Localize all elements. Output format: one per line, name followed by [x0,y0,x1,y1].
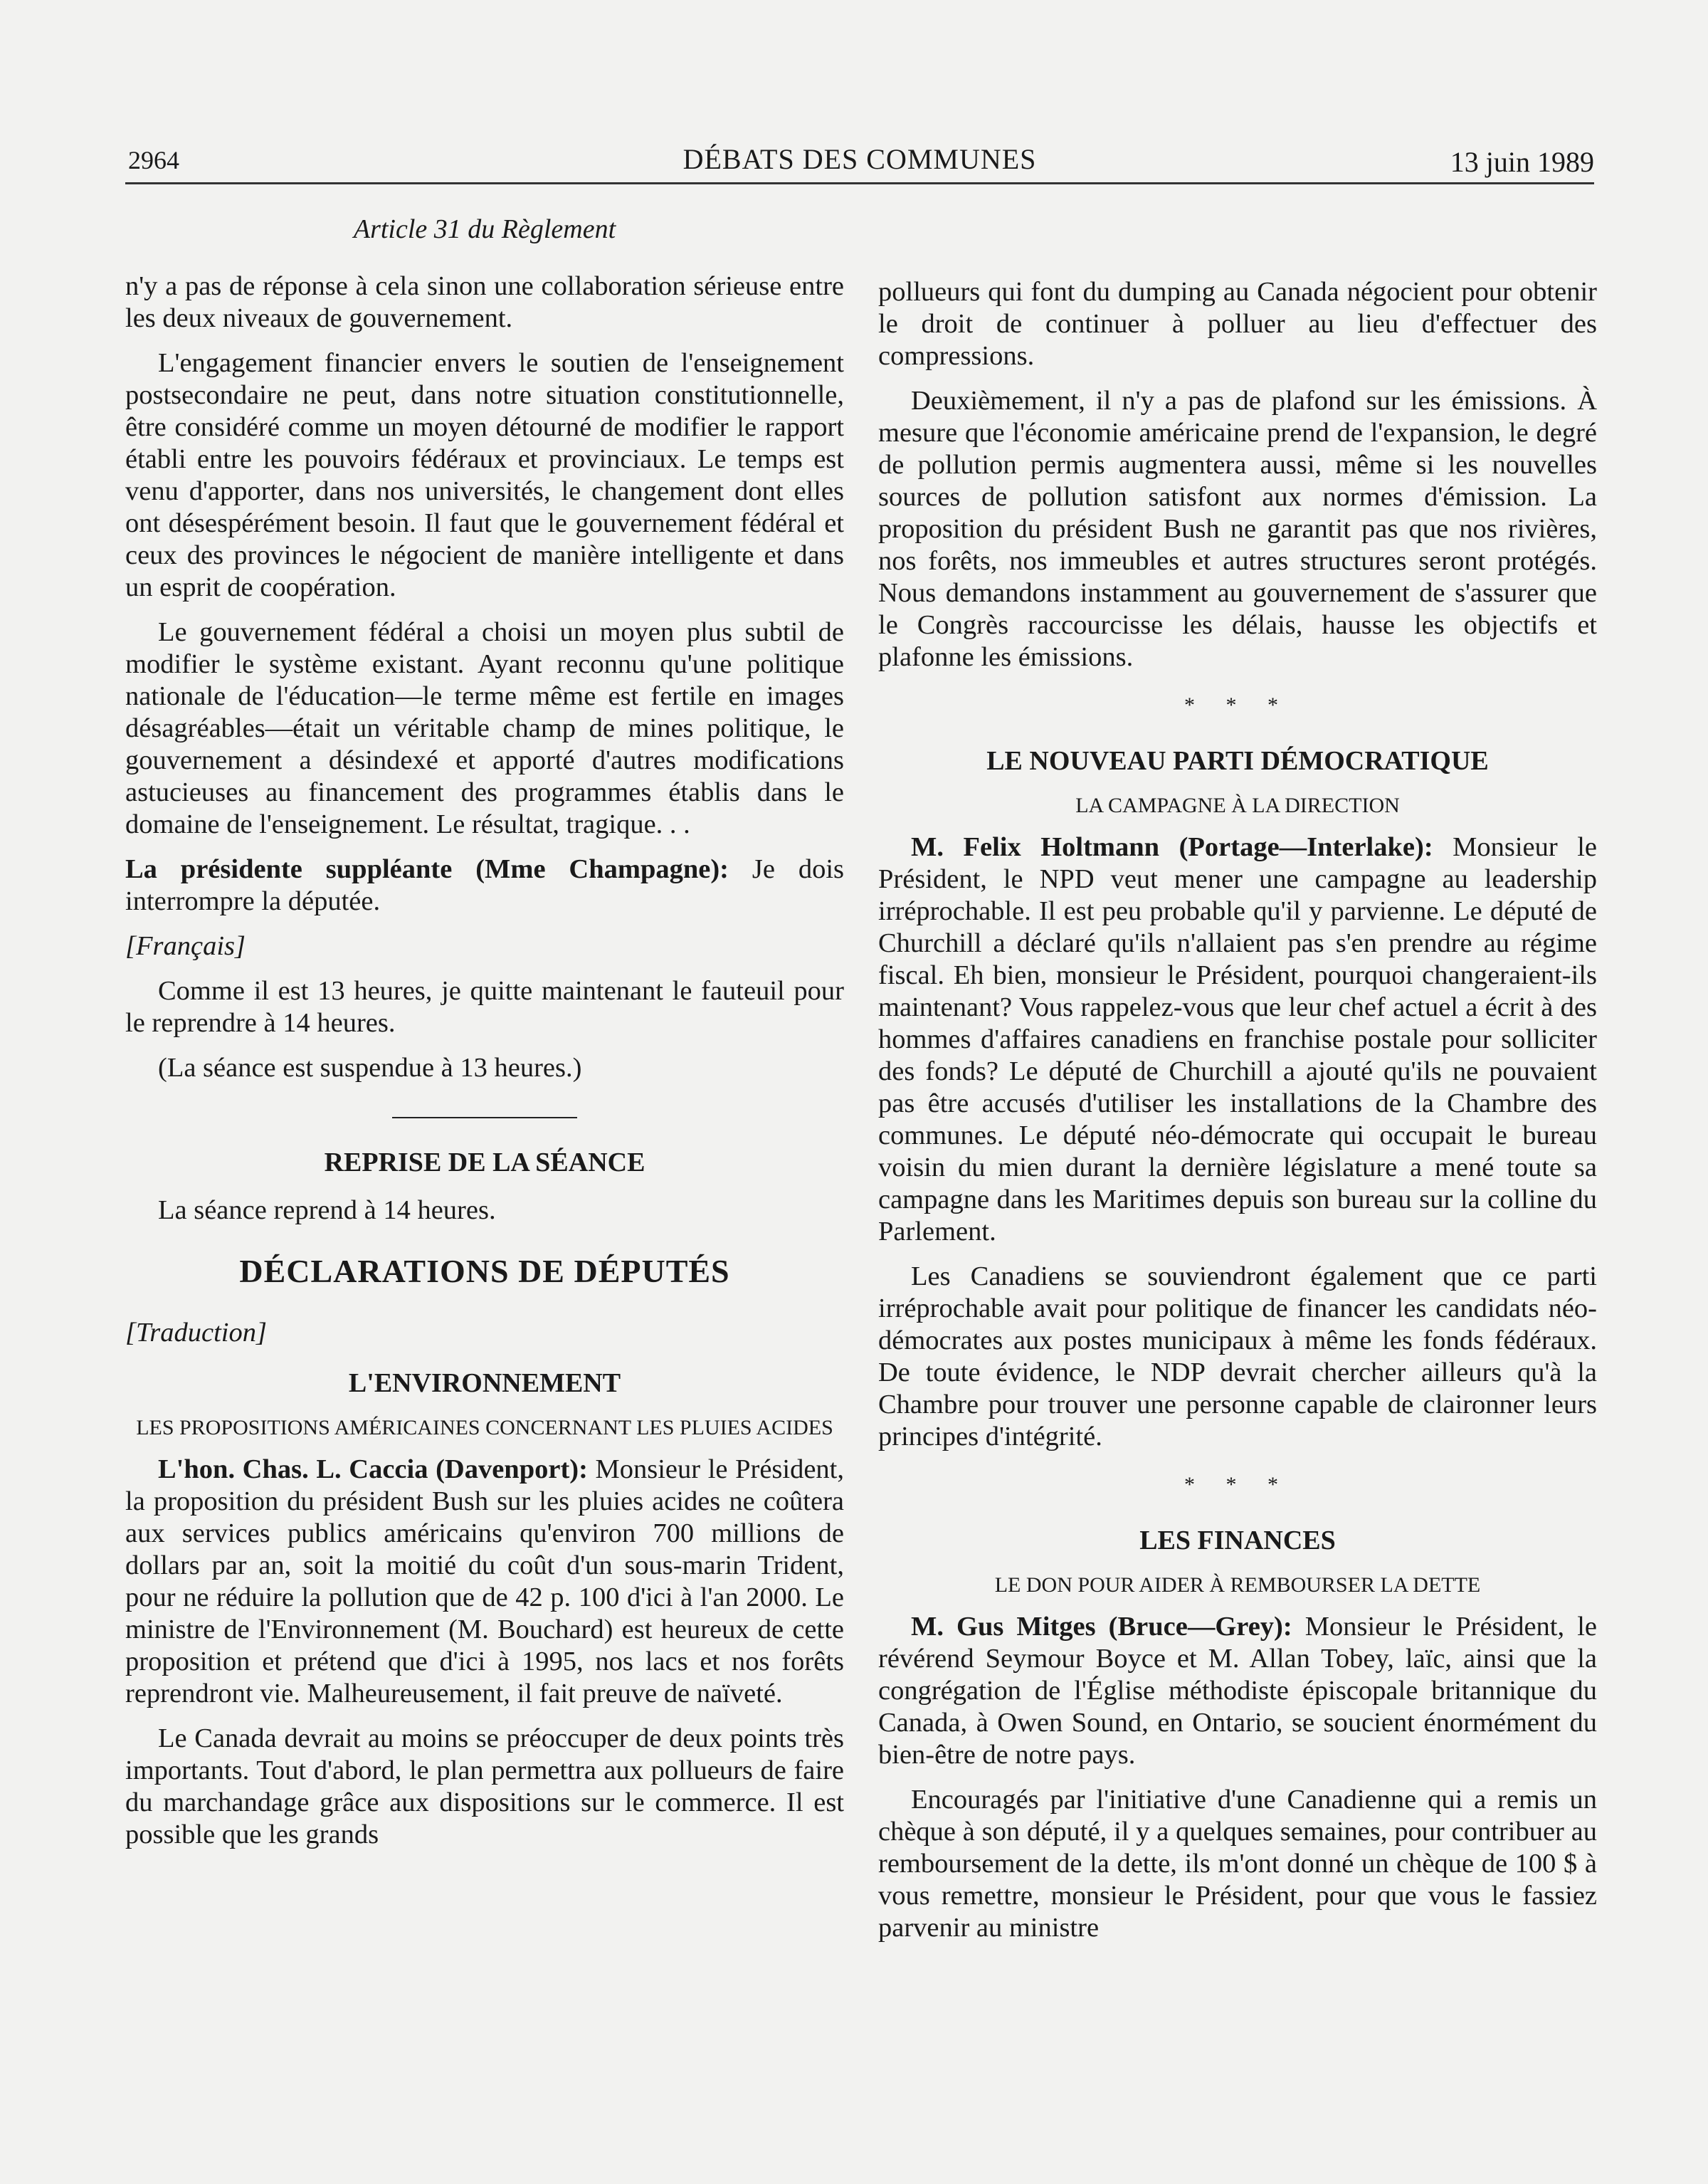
speaker-name: M. Felix Holtmann (Portage—Interlake): [911,832,1433,862]
section-heading: LES FINANCES [1139,1526,1336,1555]
paragraph: La séance reprend à 14 heures. [158,1195,496,1225]
speaker-paragraph [878,831,1597,1248]
paragraph: Comme il est 13 heures, je quitte maintenant le fauteuil pour le reprendre à 14 heures. [125,976,844,1038]
page-header [125,140,1594,184]
paragraph: n'y a pas de réponse à cela sinon une collaboration sérieuse entre les deux niveaux de gouvernement. [125,271,844,333]
paragraph: Les Canadiens se souviendront également que ce parti irréprochable avait pour politique de financer les candidats néo-démocrates aux postes municipaux à même les fonds fédéraux. De toute évidence, le NDP devrait chercher ailleurs qu'à la Chambre pour trouver une personne capable de claironner leurs principes d'intégrité. [878,1261,1597,1451]
divider [392,1117,577,1118]
section-subheading: Article 31 du Règlement [353,214,616,244]
speech-text: Monsieur le Président, la proposition du président Bush sur les pluies acides ne coûtera aux services publics américains qu'environ 700 millions de dollars par an, soit la moitié du coût d'un sous-marin Trident, pour ne réduire la pollution que de 42 p. 100 d'ici à l'an 2000. Le ministre de l'Environnement (M. Bouchard) est heureux de cette proposition et prétend que d'ici à 1995, nos lacs et nos forêts reprendront vie. Malheureusement, il fait preuve de naïveté. [125,1454,844,1708]
speaker-name: M. Gus Mitges (Bruce—Grey): [911,1612,1292,1642]
paragraph: Le gouvernement fédéral a choisi un moyen plus subtil de modifier le système existant. Ayant reconnu qu'une politique nationale de l'éducation—le terme même est fertile en images désagréables—était un véritable champ de mines politique, le gouvernement a désindexé et apporté d'autres modifications astucieuses au financement des programmes établis dans le domaine de l'enseignement. Le résultat, tragique. . . [125,617,844,839]
speaker-name: La présidente suppléante (Mme Champagne): [125,854,729,884]
topic-subheading: LE DON POUR AIDER À REMBOURSER LA DETTE [994,1573,1481,1597]
speech-text: Je dois interrompre la députée. [125,854,844,916]
speech-text: Monsieur le Président, le NPD veut mener une campagne au leadership irréprochable. Il est peu probable qu'il y parvienne. Le député de Churchill a déclaré qu'ils n'allaient pas s'en prendre au régime fiscal. Eh bien, monsieur le Président, pourquoi changeraient-ils maintenant? Vous rappelez-vous que leur chef actuel a écrit à des hommes d'affaires canadiens en franchise postale pour solliciter des fonds? Le député de Churchill a ajouté qu'ils ne pouvaient pas être accusés d'utiliser les installations de la Chambre des communes. Le député néo-démocrate qui occupait le bureau voisin du mien durant la dernière législature a mené toute sa campagne dans les Maritimes depuis son bureau sur la colline du Parlement. [878,832,1597,1246]
left-column [125,271,844,1864]
paragraph: Le Canada devrait au moins se préoccuper de deux points très importants. Tout d'abord, le plan permettra aux pollueurs de faire du marchandage grâce aux dispositions sur le commerce. Il est possible que les grands [125,1723,844,1849]
topic-subheading: LA CAMPAGNE À LA DIRECTION [1075,794,1400,817]
paragraph: pollueurs qui font du dumping au Canada négocient pour obtenir le droit de continuer à polluer au lieu d'effectuer des compressions. [878,277,1597,371]
paragraph: (La séance est suspendue à 13 heures.) [158,1053,582,1083]
publication-date: 13 juin 1989 [1450,146,1594,178]
speaker-name: L'hon. Chas. L. Caccia (Davenport): [158,1454,588,1484]
right-column [878,276,1597,1957]
language-tag: [Traduction] [125,1318,267,1348]
publication-title: DÉBATS DES COMMUNES [682,143,1037,175]
paragraph: Deuxièmement, il n'y a pas de plafond sur les émissions. À mesure que l'économie américaine prend de l'expansion, le degré de pollution permis augmentera aussi, même si les nouvelles sources de pollution satisfont aux normes d'émission. La proposition du président Bush ne garantit pas que nos rivières, nos forêts, nos immeubles et autres structures seront protégés. Nous demandons instamment au gouvernement de s'assurer que le Congrès raccourcisse les délais, hausse les objectifs et plafonne les émissions. [878,386,1597,672]
main-heading: DÉCLARATIONS DE DÉPUTÉS [239,1253,730,1289]
speech-text: Monsieur le Président, le révérend Seymour Boyce et M. Allan Tobey, laïc, ainsi que la congrégation de l'Église méthodiste épiscopale britannique du Canada, à Owen Sound, en Ontario, se soucient énormément du bien-être de notre pays. [878,1612,1597,1770]
section-separator: * * * [1184,1473,1291,1496]
language-tag: [Français] [125,931,246,961]
speaker-paragraph [878,1611,1597,1771]
paragraph: Encouragés par l'initiative d'une Canadienne qui a remis un chèque à son député, il y a quelques semaines, pour contribuer au remboursement de la dette, ils m'ont donné un chèque de 100 $ à vous remettre, monsieur le Président, pour que vous le fassiez parvenir au ministre [878,1785,1597,1943]
section-heading: REPRISE DE LA SÉANCE [324,1148,645,1177]
section-heading: L'ENVIRONNEMENT [348,1368,621,1398]
speaker-paragraph [125,854,844,918]
paragraph: L'engagement financier envers le soutien de l'enseignement postsecondaire ne peut, dans notre situation constitutionnelle, être considéré comme un moyen détourné de modifier le rapport établi entre les pouvoirs fédéraux et provinciaux. Le temps est venu d'apporter, dans nos universités, le changement dont elles ont désespérément besoin. Il faut que le gouvernement fédéral et ceux des provinces le négocient de manière intelligente et dans un esprit de coopération. [125,348,844,602]
section-separator: * * * [1184,693,1291,717]
topic-subheading: LES PROPOSITIONS AMÉRICAINES CONCERNANT LES PLUIES ACIDES [136,1416,833,1439]
section-heading: LE NOUVEAU PARTI DÉMOCRATIQUE [986,746,1489,776]
page-number: 2964 [128,146,179,174]
speaker-paragraph [125,1454,844,1710]
